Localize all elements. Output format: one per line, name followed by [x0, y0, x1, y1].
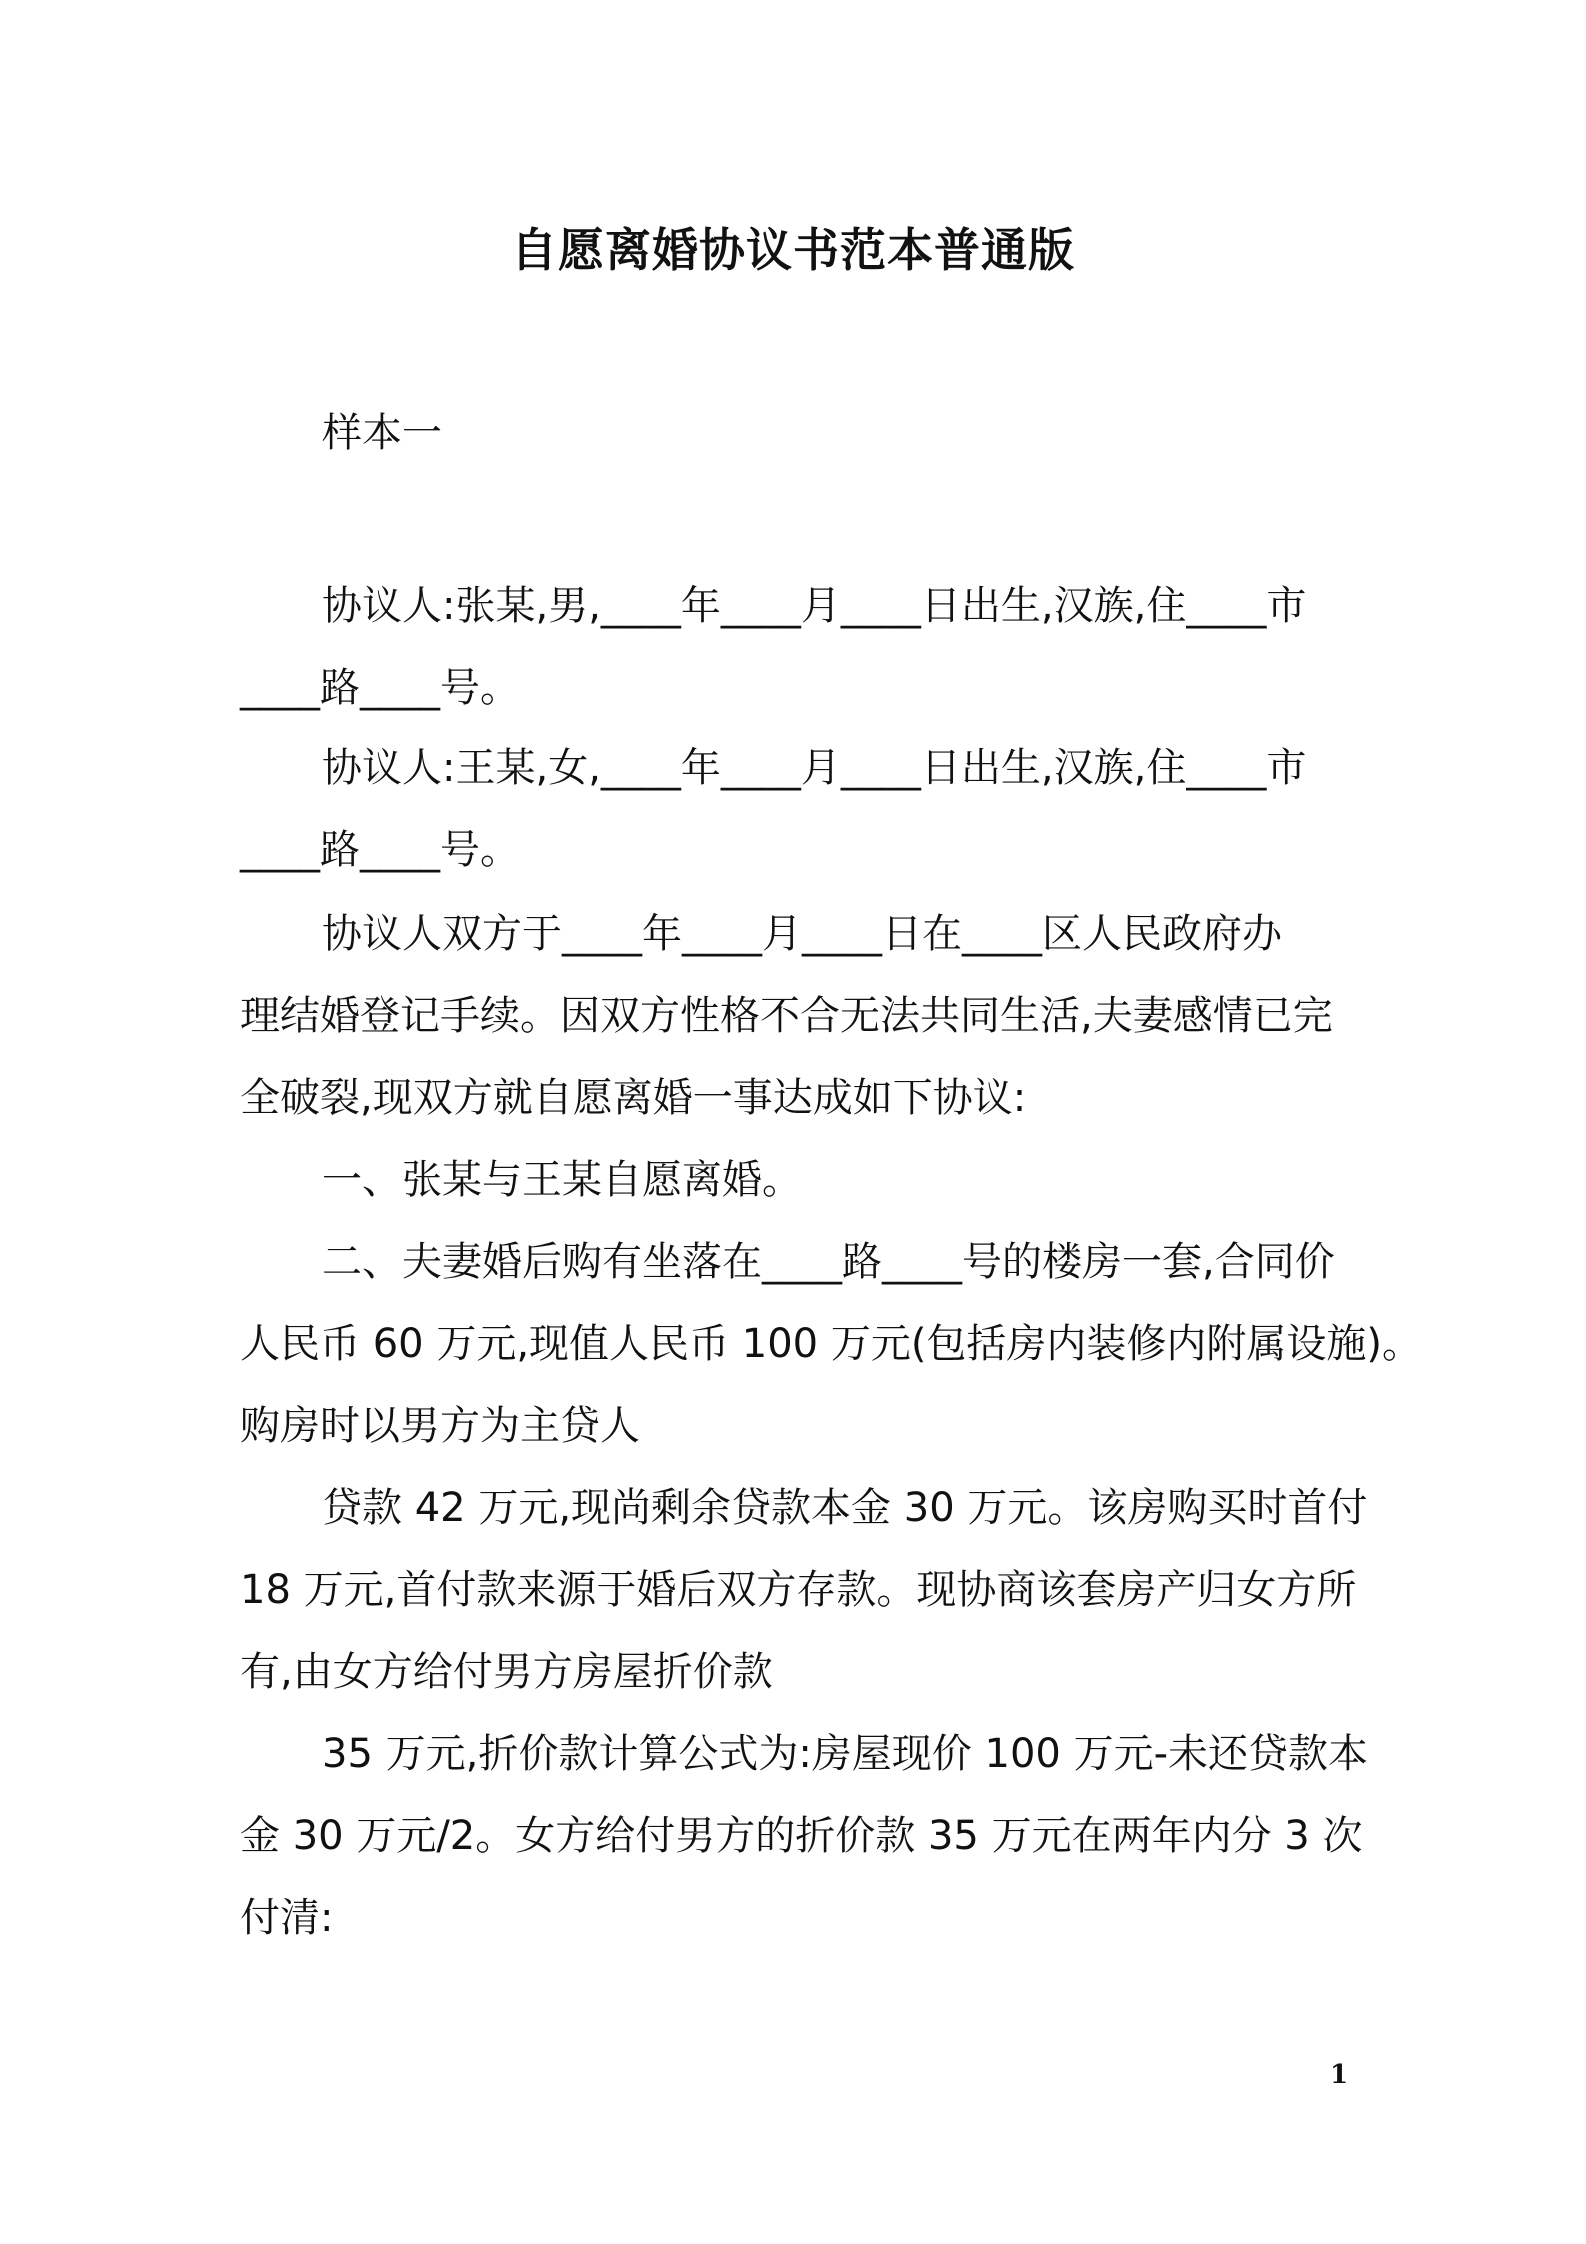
paragraph-line: 理结婚登记手续。因双方性格不合无法共同生活,夫妻感情已完 — [240, 993, 1333, 1039]
document-title: 自愿离婚协议书范本普通版 — [511, 223, 1075, 277]
paragraph-line: 全破裂,现双方就自愿离婚一事达成如下协议: — [240, 1075, 1027, 1121]
party-one-line-2: ____路____号。 — [240, 665, 520, 711]
page-number: 1 — [1330, 2060, 1349, 2090]
party-two-line-2: ____路____号。 — [240, 827, 520, 873]
party-one-line-1: 协议人:张某,男,____年____月____日出生,汉族,住____市 — [322, 583, 1307, 629]
clause-two-line: 金 30 万元/2。女方给付男方的折价款 35 万元在两年内分 3 次 — [240, 1813, 1363, 1859]
clause-two-line: 35 万元,折价款计算公式为:房屋现价 100 万元-未还贷款本 — [322, 1731, 1369, 1777]
clause-two-line: 购房时以男方为主贷人 — [240, 1403, 640, 1449]
clause-two-line: 人民币 60 万元,现值人民币 100 万元(包括房内装修内附属设施)。 — [240, 1321, 1423, 1367]
section-label: 样本一 — [322, 410, 442, 456]
party-two-line-1: 协议人:王某,女,____年____月____日出生,汉族,住____市 — [322, 745, 1307, 791]
clause-two-line: 付清: — [240, 1895, 334, 1941]
clause-two-line: 二、夫妻婚后购有坐落在____路____号的楼房一套,合同价 — [322, 1239, 1335, 1285]
clause-two-line: 18 万元,首付款来源于婚后双方存款。现协商该套房产归女方所 — [240, 1567, 1357, 1613]
clause-two-line: 有,由女方给付男方房屋折价款 — [240, 1649, 773, 1695]
clause-two-line: 贷款 42 万元,现尚剩余贷款本金 30 万元。该房购买时首付 — [322, 1485, 1368, 1531]
clause-one: 一、张某与王某自愿离婚。 — [322, 1157, 802, 1203]
paragraph-line: 协议人双方于____年____月____日在____区人民政府办 — [322, 911, 1282, 957]
